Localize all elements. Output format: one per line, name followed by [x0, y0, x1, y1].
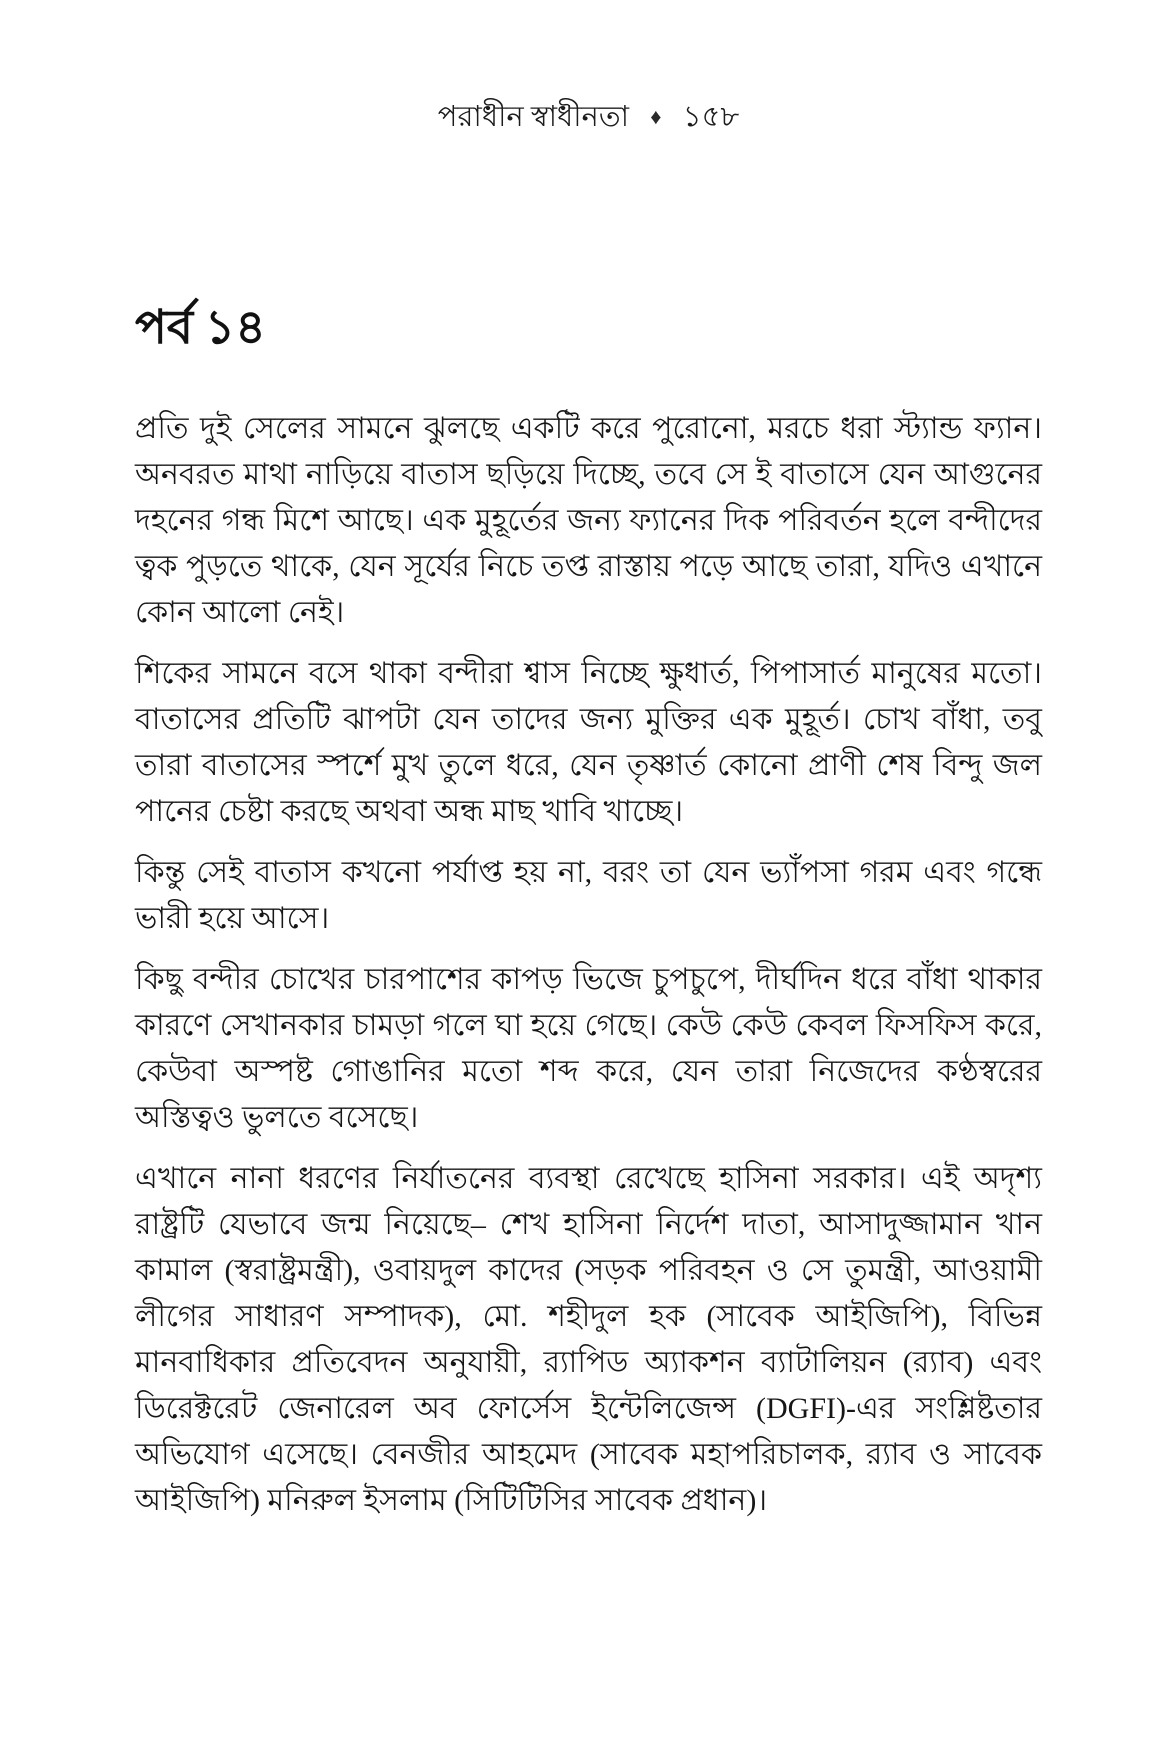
body-paragraph-5: এখানে নানা ধরণের নির্যাতনের ব্যবস্থা রেখেছে হাসিনা সরকার। এই অদৃশ্য রাষ্ট্রটি যেভাবে জন্ম নিয়েছে– শেখ হাসিনা নির্দেশ দাতা, আসাদুজ্জামান খান কামাল (স্বরাষ্ট্রমন্ত্রী), ওবায়দুল কাদের (সড়ক পরিবহন ও সে তুমন্ত্রী, আওয়ামী লীগের সাধারণ সম্পাদক), মো. শহীদুল হক (সাবেক আইজিপি), বিভিন্ন মানবাধিকার প্রতিবেদন অনুযায়ী, র‍্যাপিড অ্যাকশন ব্যাটালিয়ন (র‍্যাব) এবং ডিরেক্টরেট জেনারেল অব ফোর্সেস ইন্টেলিজেন্স (DGFI)-এর সংশ্লিষ্টতার অভিযোগ এসেছে। বেনজীর আহমেদ (সাবেক মহাপরিচালক, র‍্যাব ও সাবেক আইজিপি) মনিরুল ইসলাম (সিটিটিসির সাবেক প্রধান)।	[135, 1162, 1042, 1518]
chapter-heading: পর্ব ১৪	[135, 301, 266, 354]
body-text	[135, 406, 1042, 1524]
body-paragraph-1: প্রতি দুই সেলের সামনে ঝুলছে একটি করে পুরোনো, মরচে ধরা স্ট্যান্ড ফ্যান। অনবরত মাথা নাড়িয়ে বাতাস ছড়িয়ে দিচ্ছে, তবে সে ই বাতাসে যেন আগুনের দহনের গন্ধ মিশে আছে। এক মুহূর্তের জন্য ফ্যানের দিক পরিবর্তন হলে বন্দীদের ত্বক পুড়তে থাকে, যেন সূর্যের নিচে তপ্ত রাস্তায় পড়ে আছে তারা, যদিও এখানে কোন আলো নেই।	[135, 412, 1042, 630]
book-title: পরাধীন স্বাধীনতা	[437, 101, 630, 133]
diamond-icon: ♦	[650, 104, 662, 129]
running-header	[135, 0, 1042, 135]
body-paragraph-3: কিন্তু সেই বাতাস কখনো পর্যাপ্ত হয় না, বরং তা যেন ভ্যাঁপসা গরম এবং গন্ধে ভারী হয়ে আসে।	[135, 856, 1042, 936]
body-paragraph-4: কিছু বন্দীর চোখের চারপাশের কাপড় ভিজে চুপচুপে, দীর্ঘদিন ধরে বাঁধা থাকার কারণে সেখানকার চামড়া গলে ঘা হয়ে গেছে। কেউ কেউ কেবল ফিসফিস করে, কেউবা অস্পষ্ট গোঙানির মতো শব্দ করে, যেন তারা নিজেদের কণ্ঠস্বরের অস্তিত্বও ভুলতে বসেছে।	[135, 963, 1042, 1135]
page-number: ১৫৮	[682, 101, 740, 133]
body-paragraph-2: শিকের সামনে বসে থাকা বন্দীরা শ্বাস নিচ্ছে ক্ষুধার্ত, পিপাসার্ত মানুষের মতো। বাতাসের প্রতিটি ঝাপটা যেন তাদের জন্য মুক্তির এক মুহূর্ত। চোখ বাঁধা, তবু তারা বাতাসের স্পর্শে মুখ তুলে ধরে, যেন তৃষ্ণার্ত কোনো প্রাণী শেষ বিন্দু জল পানের চেষ্টা করছে অথবা অন্ধ মাছ খাবি খাচ্ছে।	[135, 657, 1042, 829]
